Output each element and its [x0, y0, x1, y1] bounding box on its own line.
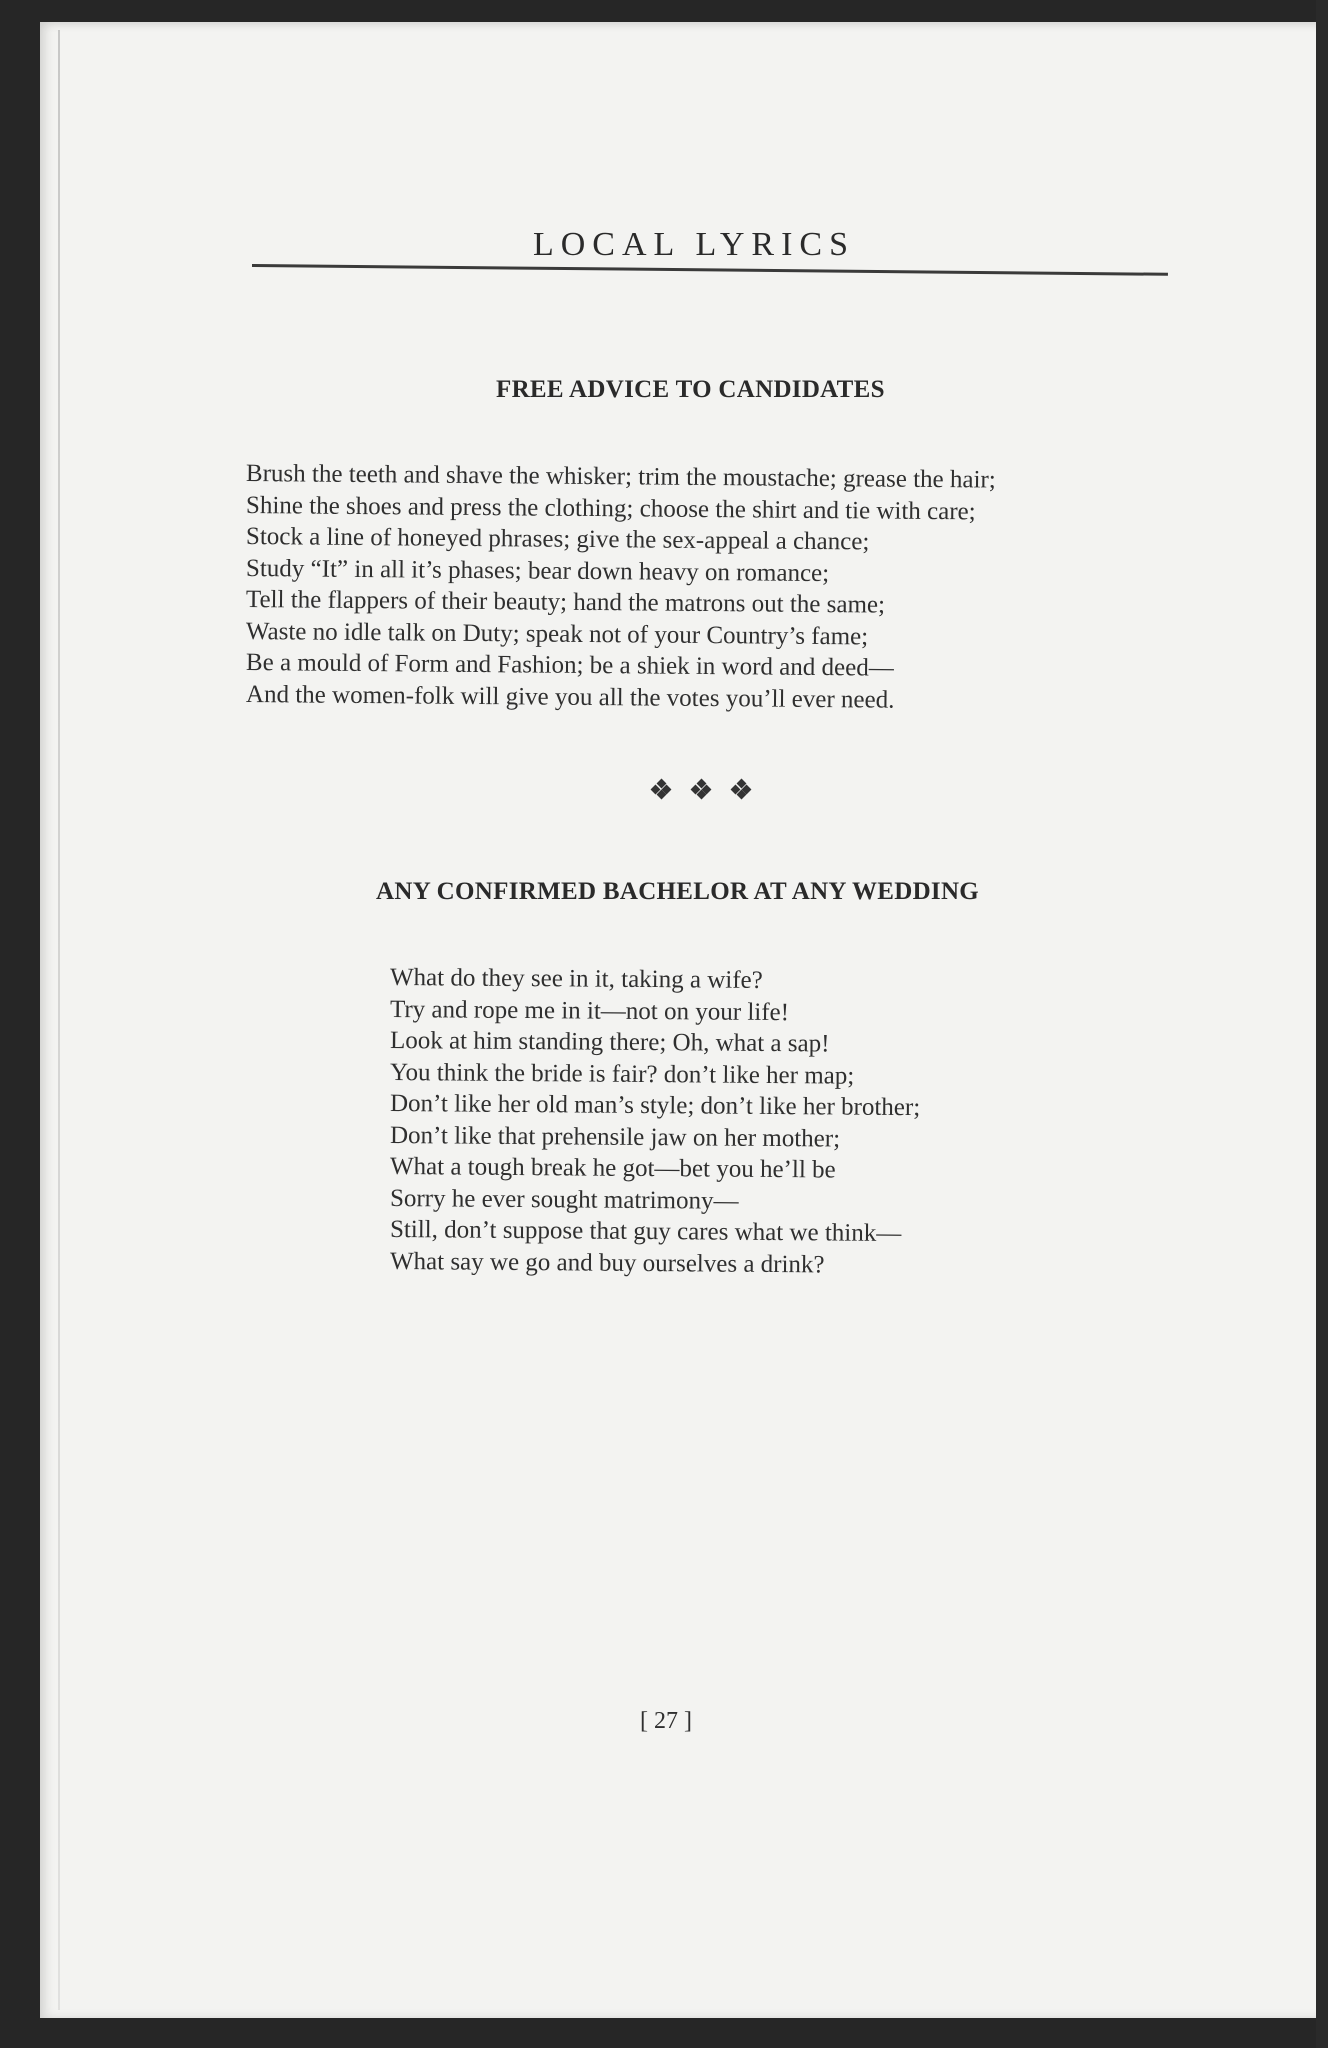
poem-line: You think the bride is fair? don’t like her map;	[389, 1058, 855, 1090]
poem-line: Don’t like that prehensile jaw on her mother;	[389, 1121, 841, 1153]
poem-line: Waste no idle talk on Duty; speak not of your Country’s fame;	[245, 617, 869, 650]
poem-line: Don’t like her old man’s style; don’t like her brother;	[389, 1090, 921, 1122]
poem-body-1	[245, 458, 996, 714]
poem-title-1: FREE ADVICE TO CANDIDATES	[496, 376, 885, 403]
poem-line: Sorry he ever sought matrimony—	[389, 1184, 739, 1215]
section-ornament	[652, 780, 750, 798]
poem-line: Be a mould of Form and Fashion; be a shiek in word and deed—	[245, 649, 894, 682]
poem-line: Study “It” in all it’s phases; bear down heavy on romance;	[245, 554, 830, 587]
poem-line: What a tough break he got—bet you he’ll be	[389, 1153, 836, 1184]
poem-line: Still, don’t suppose that guy cares what we think—	[389, 1216, 902, 1248]
diamond-cluster-icon	[692, 780, 710, 798]
page-number: [ 27 ]	[640, 1708, 692, 1734]
poem-line: Brush the teeth and shave the whisker; trim the moustache; grease the hair;	[245, 460, 996, 494]
poem-line: What do they see in it, taking a wife?	[389, 964, 763, 994]
diamond-cluster-icon	[732, 780, 750, 798]
poem-body-2	[390, 962, 920, 1277]
diamond-cluster-icon	[652, 780, 670, 798]
running-head: LOCAL LYRICS	[532, 226, 856, 263]
poem-line: And the women-folk will give you all the votes you’ll ever need.	[245, 680, 895, 714]
poem-line: Tell the flappers of their beauty; hand the matrons out the same;	[245, 586, 886, 619]
poem-line: Try and rope me in it—not on your life!	[389, 995, 790, 1026]
poem-line: What say we go and buy ourselves a drink?	[389, 1247, 825, 1278]
poem-line: Shine the shoes and press the clothing; choose the shirt and tie with care;	[245, 491, 976, 525]
header-rule	[252, 264, 1168, 276]
poem-title-2: ANY CONFIRMED BACHELOR AT ANY WEDDING	[376, 878, 980, 905]
poem-line: Look at him standing there; Oh, what a sap!	[389, 1027, 830, 1058]
poem-line: Stock a line of honeyed phrases; give the sex-appeal a chance;	[245, 523, 870, 556]
